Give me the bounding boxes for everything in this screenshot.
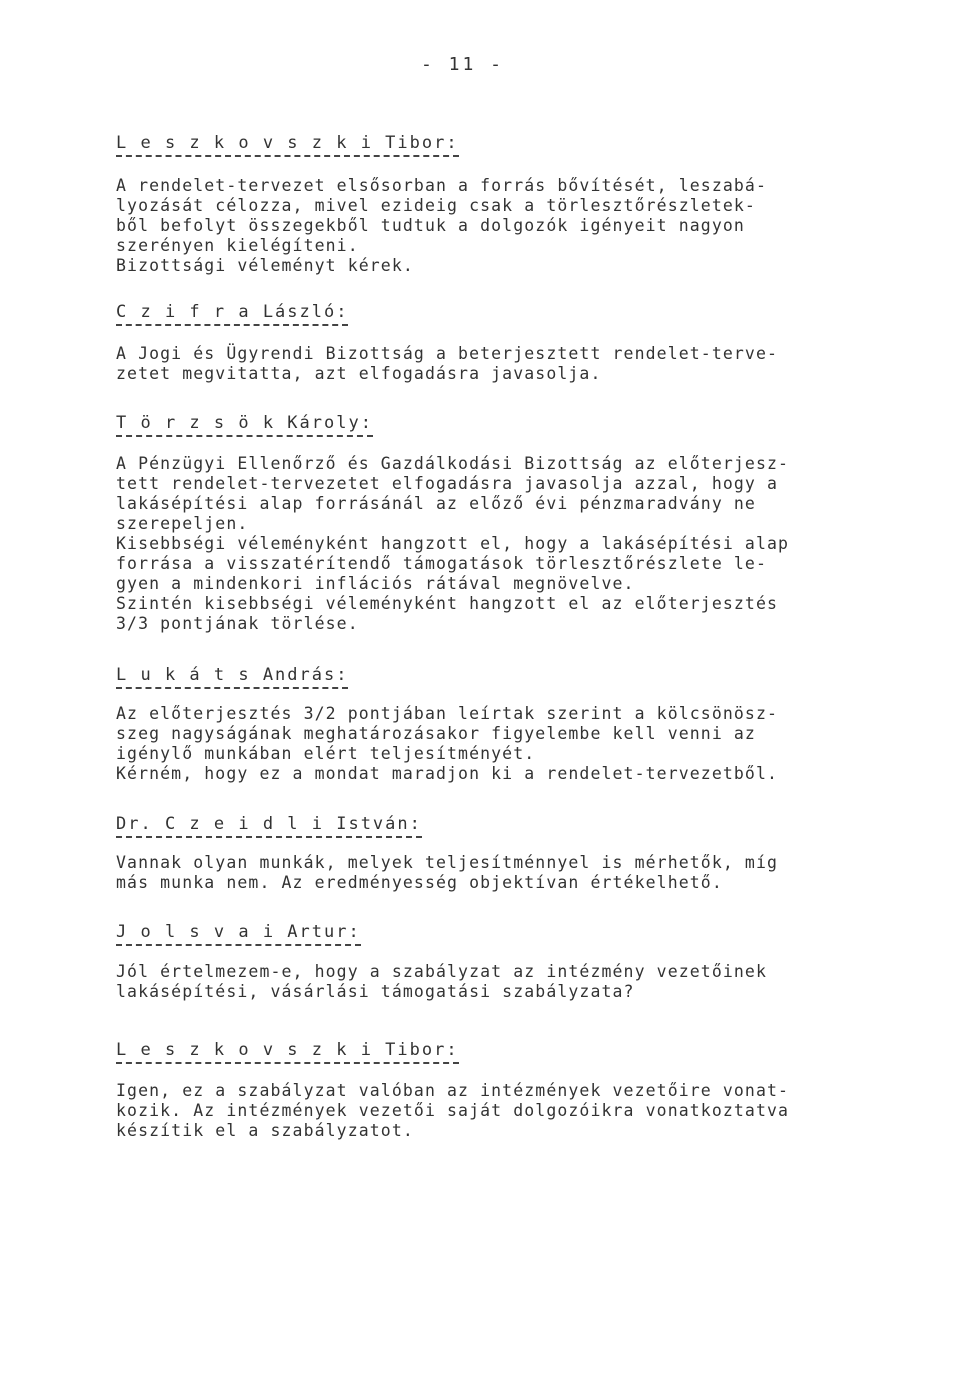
statement-line: Kérném, hogy ez a mondat maradjon ki a rendelet-tervezetből. — [116, 764, 779, 783]
speaker-statement — [116, 454, 846, 634]
statement-line: zetet megvitatta, azt elfogadásra javasolja. — [116, 364, 602, 383]
statement-line: lakásépítési, vásárlási támogatási szabályzata? — [116, 982, 635, 1001]
statement-line: Bizottsági véleményt kérek. — [116, 256, 414, 275]
speaker-statement — [116, 853, 846, 893]
speaker-statement — [116, 704, 846, 784]
statement-line: ből befolyt összegekből tudtuk a dolgozók igényeit nagyon — [116, 216, 745, 235]
speaker-statement — [116, 1081, 846, 1141]
statement-line: szerényen kielégíteni. — [116, 236, 359, 255]
statement-line: A rendelet-tervezet elsősorban a forrás bővítését, leszabá- — [116, 176, 767, 195]
page-number: - 11 - — [421, 54, 505, 75]
statement-line: Kisebbségi véleményként hangzott el, hogy a lakásépítési alap — [116, 534, 790, 553]
speaker-statement — [116, 962, 846, 1002]
speaker-name: Dr. C z e i d l i István: — [116, 814, 422, 838]
statement-line: tett rendelet-tervezetet elfogadásra javasolja azzal, hogy a — [116, 474, 779, 493]
statement-line: Vannak olyan munkák, melyek teljesítménnyel is mérhetők, míg — [116, 853, 779, 872]
statement-line: szerepeljen. — [116, 514, 249, 533]
statement-line: Jól értelmezem-e, hogy a szabályzat az intézmény vezetőinek — [116, 962, 767, 981]
statement-line: szeg nagyságának meghatározásakor figyelembe kell venni az — [116, 724, 756, 743]
speaker-name: L e s z k o v s z k i Tibor: — [116, 1040, 459, 1064]
statement-line: Igen, ez a szabályzat valóban az intézmények vezetőire vonat- — [116, 1081, 790, 1100]
statement-line: forrása a visszatérítendő támogatások törlesztőrészlete le- — [116, 554, 767, 573]
speaker-statement — [116, 344, 846, 384]
statement-line: igénylő munkában elért teljesítményét. — [116, 744, 536, 763]
speaker-name: L u k á t s András: — [116, 665, 348, 689]
statement-line: Szintén kisebbségi véleményként hangzott el az előterjesztés — [116, 594, 779, 613]
statement-line: gyen a mindenkori inflációs rátával megnövelve. — [116, 574, 635, 593]
speaker-statement — [116, 176, 846, 276]
speaker-name: L e s z k o v s z k i Tibor: — [116, 133, 459, 157]
statement-line: lakásépítési alap forrásánál az előző évi pénzmaradvány ne — [116, 494, 756, 513]
speaker-name: J o l s v a i Artur: — [116, 922, 361, 946]
statement-line: kozik. Az intézmények vezetői saját dolgozóikra vonatkoztatva — [116, 1101, 790, 1120]
statement-line: más munka nem. Az eredményesség objektívan értékelhető. — [116, 873, 723, 892]
statement-line: készítik el a szabályzatot. — [116, 1121, 414, 1140]
statement-line: 3/3 pontjának törlése. — [116, 614, 359, 633]
speaker-name: T ö r z s ö k Károly: — [116, 413, 373, 437]
statement-line: lyozását célozza, mivel ezideig csak a törlesztőrészletek- — [116, 196, 756, 215]
statement-line: A Jogi és Ügyrendi Bizottság a beterjesztett rendelet-terve- — [116, 344, 779, 363]
speaker-name: C z i f r a László: — [116, 302, 348, 326]
statement-line: Az előterjesztés 3/2 pontjában leírtak szerint a kölcsönösz- — [116, 704, 779, 723]
statement-line: A Pénzügyi Ellenőrző és Gazdálkodási Bizottság az előterjesz- — [116, 454, 790, 473]
